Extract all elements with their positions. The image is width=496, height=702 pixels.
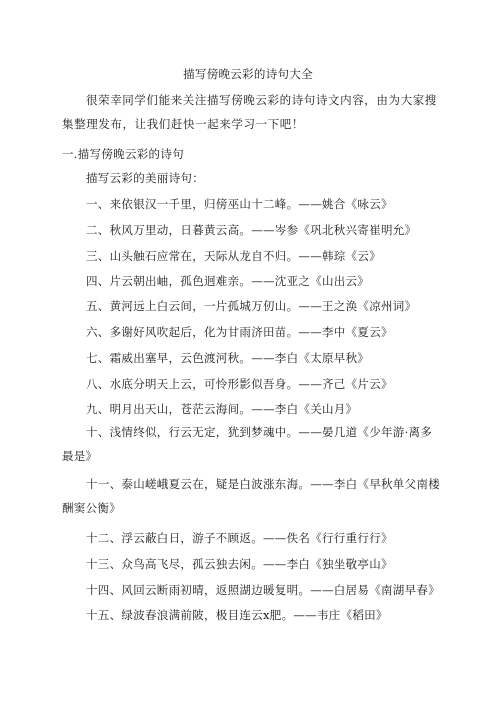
poem-line: 八、水底分明天上云，可怜形影似吾身。——齐己《片云》 [86, 377, 393, 391]
poem-line: 十一、泰山嵯峨夏云在，疑是白波涨东海。——李白《早秋单父南楼酬窦公衡》 [62, 477, 440, 515]
intro-paragraph: 很荣幸同学们能来关注描写傍晚云彩的诗句诗文内容，由为大家搜集整理发布，让我们赶快一起来学习一下吧！ [62, 93, 437, 131]
poem-line: 四、片云朝出岫，孤色迥难亲。——沈亚之《山出云》 [86, 274, 370, 288]
section-heading: 一.描写傍晚云彩的诗句 [62, 147, 184, 161]
poem-line: 三、山头触石应常在，天际从龙自不归。——韩琮《云》 [86, 249, 381, 263]
subheading: 描写云彩的美丽诗句： [86, 171, 204, 185]
poem-line: 九、明月出天山，苍茫云海间。——李白《关山月》 [86, 402, 358, 416]
poem-line: 一、来依银汉一千里，归傍巫山十二峰。——姚合《咏云》 [86, 197, 393, 211]
poem-line: 二、秋风万里动，日暮黄云高。——岑参《巩北秋兴寄崔明允》 [86, 223, 417, 237]
poem-line: 十三、众鸟高飞尽，孤云独去闲。——李白《独坐敬亭山》 [86, 557, 393, 571]
document-title: 描写傍晚云彩的诗句大全 [183, 67, 313, 81]
poem-line: 七、霜威出塞早，云色渡河秋。——李白《太原早秋》 [86, 351, 370, 365]
poem-line: 十四、风回云断雨初晴，返照湖边暖复明。——白居易《南湖早春》 [86, 583, 440, 597]
poem-line: 十五、绿波春浪满前陂，极目连云x肥。——韦庄《稻田》 [86, 608, 388, 622]
poem-line: 十二、浮云蔽白日，游子不顾返。——佚名《行行重行行》 [86, 531, 393, 545]
poem-line: 六、多谢好风吹起后，化为甘雨济田苗。——李中《夏云》 [86, 325, 393, 339]
poem-line: 五、黄河远上白云间，一片孤城万仞山。——王之涣《凉州词》 [86, 299, 417, 313]
poem-line: 十、浅情终似，行云无定，犹到梦魂中。——晏几道《少年游·离多最是》 [62, 425, 433, 463]
